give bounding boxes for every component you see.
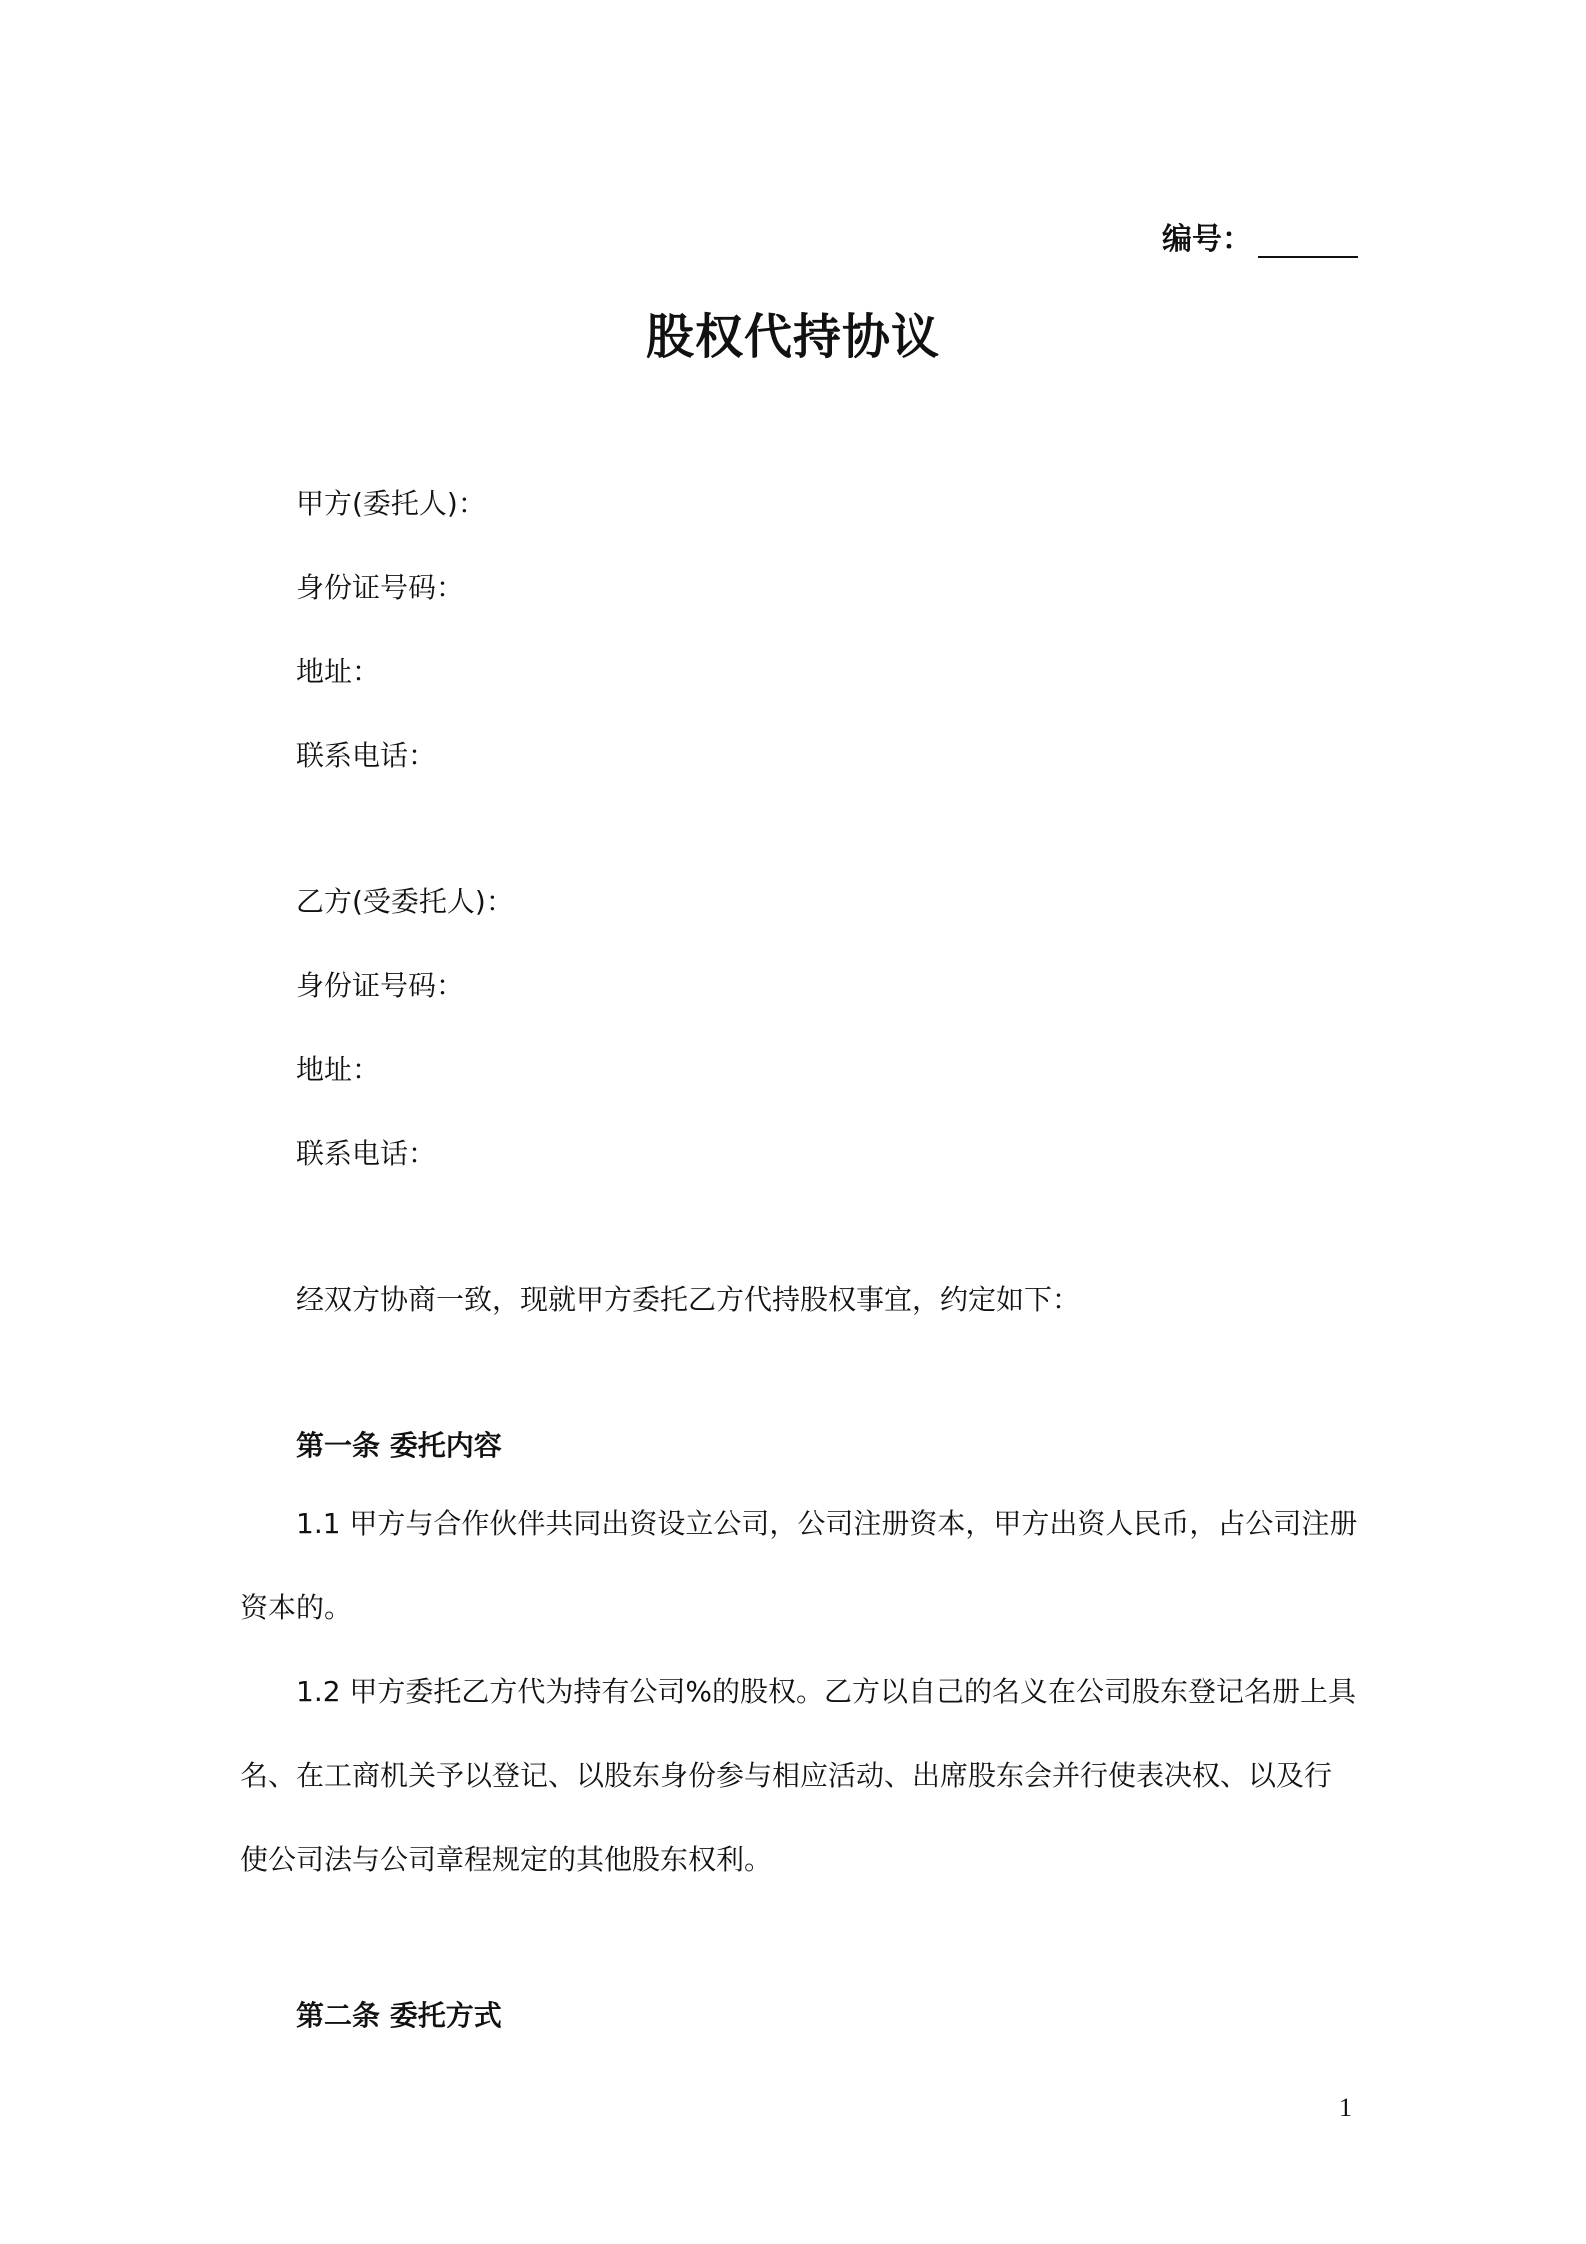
article-1-body xyxy=(240,1482,1358,1902)
clause-1-1: 1.1 甲方与合作伙伴共同出资设立公司，公司注册资本，甲方出资人民币，占公司注册资本的。 xyxy=(240,1507,1358,1624)
serial-blank xyxy=(1258,228,1358,258)
page-number: 1 xyxy=(1339,2093,1352,2122)
party-b-name-label: 乙方(受委托人)： xyxy=(296,885,514,918)
party-a-name-label: 甲方(委托人)： xyxy=(296,487,486,520)
article-1-heading: 第一条 委托内容 xyxy=(296,1429,502,1462)
intro-paragraph: 经双方协商一致，现就甲方委托乙方代持股权事宜，约定如下： xyxy=(296,1283,1081,1316)
party-b-address-label: 地址： xyxy=(296,1053,381,1086)
party-b-id-label: 身份证号码： xyxy=(296,969,465,1002)
party-b-phone-label: 联系电话： xyxy=(296,1137,437,1170)
party-a-address-label: 地址： xyxy=(296,655,381,688)
clause-1-2: 1.2 甲方委托乙方代为持有公司%的股权。乙方以自己的名义在公司股东登记名册上具名、在工商机关予以登记、以股东身份参与相应活动、出席股东会并行使表决权、以及行使公司法与公司章程规定的其他股东权利。 xyxy=(240,1675,1357,1876)
party-a-phone-label: 联系电话： xyxy=(296,739,437,772)
serial-number xyxy=(1162,214,1358,258)
party-a-id-label: 身份证号码： xyxy=(296,571,465,604)
document-title: 股权代持协议 xyxy=(645,309,940,365)
serial-label: 编号： xyxy=(1162,222,1252,257)
article-2-heading: 第二条 委托方式 xyxy=(296,1999,502,2032)
